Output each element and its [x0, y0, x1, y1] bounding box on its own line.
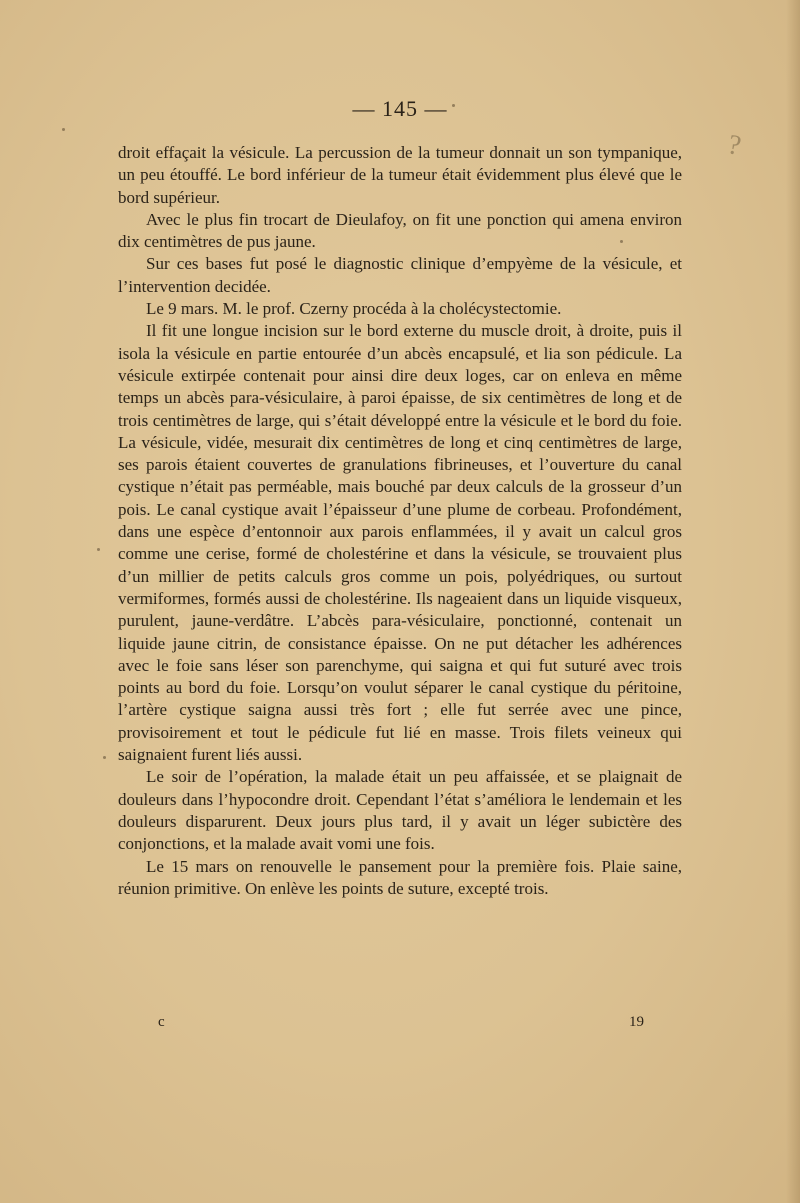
signature-mark: c	[158, 1014, 165, 1030]
margin-pencil-mark: ?	[725, 129, 744, 162]
paper-speck	[103, 756, 106, 759]
paragraph-2: Avec le plus fin trocart de Dieulafoy, on fit une ponction qui amena environ dix centimètres de pus jaune.	[118, 209, 682, 252]
paragraph-3: Sur ces bases fut posé le diagnostic clinique d’empyème de la vésicule, et l’intervention decidée.	[118, 254, 682, 296]
paper-speck	[62, 128, 65, 131]
paragraph-7: Le 15 mars on renouvelle le pansement pour la première fois. Plaie saine, réunion primitive. On enlève les points de suture, excepté trois.	[118, 856, 682, 898]
paragraph-6: Le soir de l’opération, la malade était un peu affaissée, et se plaignait de douleurs dans l’hypocondre droit. Cependant l’état s’améliora le lendemain et les douleurs disparurent. Deux jours plus tard, il y avait un léger subictère des conjonctions, et la malade avait vomi une fois.	[118, 767, 682, 854]
sheet-number: 19	[629, 1014, 644, 1030]
paragraph-5: Il fit une longue incision sur le bord externe du muscle droit, à droite, puis il isola la vésicule en partie entourée d’un abcès encapsulé, et lia son pédicule. La vésicule extirpée contenait pour ainsi dire deux loges, car on enleva en même temps un abcès para-vésiculaire, à paroi épaisse, de six centimètres de long et de trois centimètres de large, qui s’était développé entre la vésicule et le bord du foie. La vésicule, vidée, mesurait dix centimètres de long et cinq centimètres de large, ses parois étaient couvertes de granulations fibrineuses, et l’ouverture du canal cystique n’était pas perméable, mais bouché par deux calculs de la grosseur d’un pois. Le canal cystique avait l’épaisseur d’une plume de corbeau. Profondément, dans une espèce d’entonnoir aux parois enflammées, il y avait un calcul gros comme une cerise, formé de cholestérine et dans la vésicule, se trouvaient plus d’un millier de petits calculs gros comme un pois, polyédriques, ou surtout vermiformes, formés aussi de cholestérine. Ils nageaient dans un liquide visqueux, purulent, jaune-verdâtre. L’abcès para-vésiculaire, ponctionné, contenait un liquide jaune citrin, de consistance épaisse. On ne put détacher les adhérences avec le foie sans léser son parenchyme, qui saigna et qui fut suturé avec trois points au bord du foie. Lorsqu’on voulut séparer le canal cystique du péritoine, l’artère cystique saigna aussi très fort ; elle fut serrée avec une pince, provisoirement et tout le pédicule fut lié en masse. Trois filets veineux qui saignaient furent liés aussi.	[118, 321, 682, 765]
page-number-header: — 145 —	[352, 96, 448, 121]
page-edge-shadow	[786, 0, 800, 1203]
paper-speck	[452, 104, 455, 107]
paper-speck	[620, 240, 623, 243]
paragraph-1: droit effaçait la vésicule. La percussion de la tumeur donnait un son tympanique, un peu étouffé. Le bord inférieur de la tumeur était évidemment plus élevé que le bord supérieur.	[118, 143, 682, 207]
paper-speck	[97, 548, 100, 551]
paragraph-4: Le 9 mars. M. le prof. Czerny procéda à la cholécystectomie.	[146, 299, 562, 319]
body-text	[118, 142, 682, 900]
